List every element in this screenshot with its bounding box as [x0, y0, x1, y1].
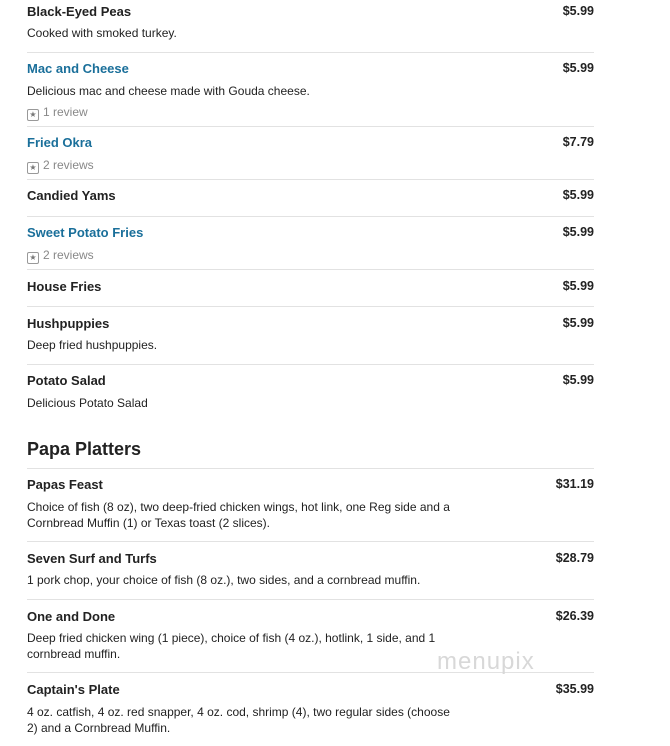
item-price: $26.39 [555, 609, 594, 623]
item-price: $5.99 [562, 188, 594, 202]
reviews-link[interactable] [27, 158, 94, 174]
item-name: Captain's Plate [27, 682, 120, 697]
divider [27, 468, 594, 469]
item-description: 4 oz. catfish, 4 oz. red snapper, 4 oz. cod, shrimp (4), two regular sides (choose 2) and a Cornbread Muffin. [27, 705, 450, 735]
item-name-link[interactable]: Fried Okra [27, 135, 93, 150]
reviews-count: 1 review [43, 105, 88, 119]
divider [27, 52, 594, 53]
item-name: Potato Salad [27, 373, 106, 388]
item-description: Cooked with smoked turkey. [27, 26, 177, 40]
item-price: $28.79 [555, 551, 594, 565]
item-description: 1 pork chop, your choice of fish (8 oz.), two sides, and a cornbread muffin. [27, 573, 421, 587]
reviews-count: 2 reviews [43, 248, 94, 262]
star-icon: ★ [27, 162, 39, 174]
item-description: Delicious mac and cheese made with Gouda cheese. [27, 84, 310, 98]
item-price: $5.99 [562, 225, 594, 239]
reviews-link[interactable] [27, 105, 88, 121]
divider [27, 216, 594, 217]
item-description: Deep fried hushpuppies. [27, 338, 158, 352]
divider [27, 599, 594, 600]
item-description: Choice of fish (8 oz), two deep-fried chicken wings, hot link, one Reg side and a Cornbread Muffin (1) or Texas toast (2 slices). [27, 500, 450, 530]
divider [27, 306, 594, 307]
star-icon: ★ [27, 109, 39, 121]
item-name: Candied Yams [27, 188, 116, 203]
item-name: One and Done [27, 609, 116, 624]
item-price: $5.99 [562, 4, 594, 18]
item-price: $31.19 [555, 477, 594, 491]
item-price: $35.99 [555, 682, 594, 696]
reviews-link[interactable] [27, 248, 94, 264]
item-name: Seven Surf and Turfs [27, 551, 157, 566]
item-description: Delicious Potato Salad [27, 396, 148, 410]
item-price: $5.99 [562, 61, 594, 75]
item-name: Black-Eyed Peas [27, 4, 132, 19]
item-price: $5.99 [562, 279, 594, 293]
divider [27, 541, 594, 542]
item-price: $5.99 [562, 373, 594, 387]
item-name: Papas Feast [27, 477, 103, 492]
item-name: Hushpuppies [27, 316, 110, 331]
item-price: $5.99 [562, 316, 594, 330]
divider [27, 269, 594, 270]
star-icon: ★ [27, 252, 39, 264]
reviews-count: 2 reviews [43, 158, 94, 172]
item-name-link[interactable]: Sweet Potato Fries [27, 225, 144, 240]
item-description: Deep fried chicken wing (1 piece), choice of fish (4 oz.), hotlink, 1 side, and 1 cornbread muffin. [27, 631, 436, 661]
menupix-watermark: menupix [437, 648, 535, 675]
item-price: $7.79 [562, 135, 594, 149]
item-name: House Fries [27, 279, 102, 294]
divider [27, 179, 594, 180]
divider [27, 364, 594, 365]
item-name-link[interactable]: Mac and Cheese [27, 61, 129, 76]
section-heading: Papa Platters [27, 439, 142, 459]
divider [27, 126, 594, 127]
